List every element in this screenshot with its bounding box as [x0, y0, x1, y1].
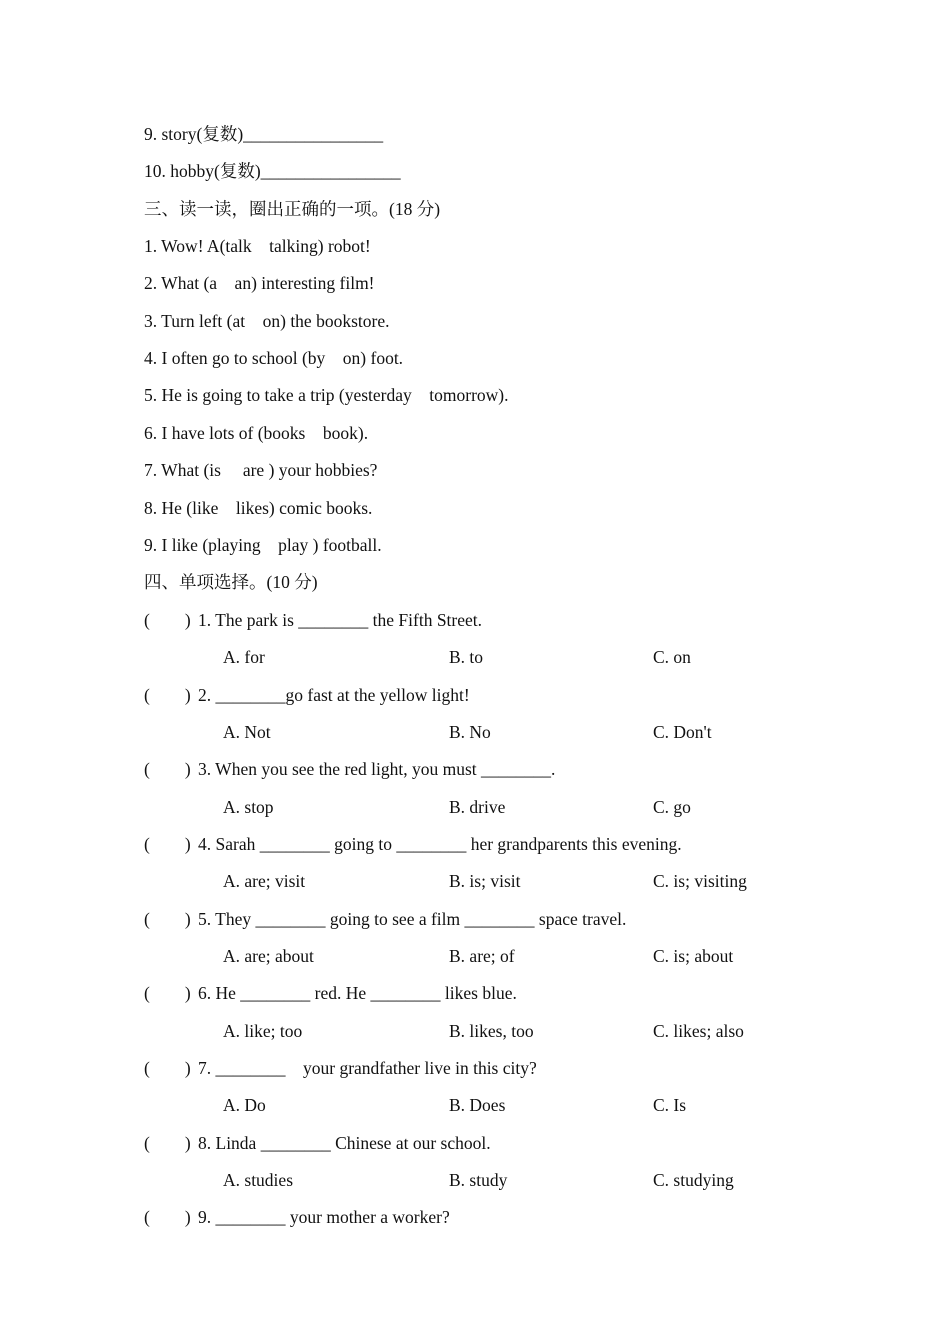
option-b[interactable]: B. study [449, 1170, 508, 1190]
question-text: 1. The park is ________ the Fifth Street. [198, 610, 483, 630]
list-item: 2. What (a an) interesting film! [144, 273, 375, 293]
section-title: 三、读一读，圈出正确的一项。(18 分) [144, 199, 441, 219]
option-a[interactable]: A. stop [223, 797, 274, 817]
answer-blank[interactable]: ( ) [144, 1207, 191, 1227]
option-a[interactable]: A. for [223, 647, 265, 667]
list-item: 9. I like (playing play ) football. [144, 535, 382, 555]
question-text: 4. Sarah ________ going to ________ her grandparents this evening. [198, 834, 682, 854]
answer-blank[interactable]: ( ) [144, 1133, 191, 1153]
question-text: 7. ________ your grandfather live in this city? [198, 1058, 537, 1078]
option-b[interactable]: B. Does [449, 1095, 506, 1115]
question [144, 833, 682, 855]
option-c[interactable]: C. is; about [653, 946, 734, 966]
question [144, 758, 555, 780]
question [144, 908, 626, 930]
option-c[interactable]: C. go [653, 797, 691, 817]
option-c[interactable]: C. Don't [653, 722, 712, 742]
option-b[interactable]: B. to [449, 647, 484, 667]
option-a[interactable]: A. studies [223, 1170, 293, 1190]
section-title: 四、单项选择。(10 分) [144, 572, 318, 592]
question-text: 3. When you see the red light, you must ________. [198, 759, 556, 779]
question [144, 1206, 450, 1228]
option-c[interactable]: C. is; visiting [653, 871, 747, 891]
option-b[interactable]: B. No [449, 722, 491, 742]
option-a[interactable]: A. are; about [223, 946, 314, 966]
fill-in-item: 9. story(复数)________________ [144, 124, 384, 144]
question [144, 1057, 537, 1079]
option-c[interactable]: C. likes; also [653, 1021, 744, 1041]
option-b[interactable]: B. likes, too [449, 1021, 534, 1041]
question [144, 982, 517, 1004]
question [144, 1132, 491, 1154]
question-text: 6. He ________ red. He ________ likes blue. [198, 983, 517, 1003]
list-item: 4. I often go to school (by on) foot. [144, 348, 404, 368]
question-text: 9. ________ your mother a worker? [198, 1207, 450, 1227]
list-item: 3. Turn left (at on) the bookstore. [144, 311, 390, 331]
option-b[interactable]: B. are; of [449, 946, 515, 966]
fill-in-item: 10. hobby(复数)________________ [144, 161, 401, 181]
option-a[interactable]: A. Not [223, 722, 271, 742]
option-a[interactable]: A. like; too [223, 1021, 303, 1041]
answer-blank[interactable]: ( ) [144, 759, 191, 779]
list-item: 1. Wow! A(talk talking) robot! [144, 236, 371, 256]
list-item: 7. What (is are ) your hobbies? [144, 460, 378, 480]
question-text: 2. ________go fast at the yellow light! [198, 685, 470, 705]
question-text: 5. They ________ going to see a film ________ space travel. [198, 909, 627, 929]
answer-blank[interactable]: ( ) [144, 909, 191, 929]
answer-blank[interactable]: ( ) [144, 685, 191, 705]
option-b[interactable]: B. is; visit [449, 871, 521, 891]
answer-blank[interactable]: ( ) [144, 983, 191, 1003]
list-item: 5. He is going to take a trip (yesterday tomorrow). [144, 385, 509, 405]
question-text: 8. Linda ________ Chinese at our school. [198, 1133, 491, 1153]
list-item: 8. He (like likes) comic books. [144, 498, 373, 518]
answer-blank[interactable]: ( ) [144, 834, 191, 854]
option-c[interactable]: C. studying [653, 1170, 734, 1190]
list-item: 6. I have lots of (books book). [144, 423, 369, 443]
answer-blank[interactable]: ( ) [144, 610, 191, 630]
option-c[interactable]: C. on [653, 647, 691, 667]
option-a[interactable]: A. are; visit [223, 871, 306, 891]
question [144, 609, 482, 631]
question [144, 684, 470, 706]
option-b[interactable]: B. drive [449, 797, 506, 817]
option-a[interactable]: A. Do [223, 1095, 266, 1115]
option-c[interactable]: C. Is [653, 1095, 687, 1115]
answer-blank[interactable]: ( ) [144, 1058, 191, 1078]
